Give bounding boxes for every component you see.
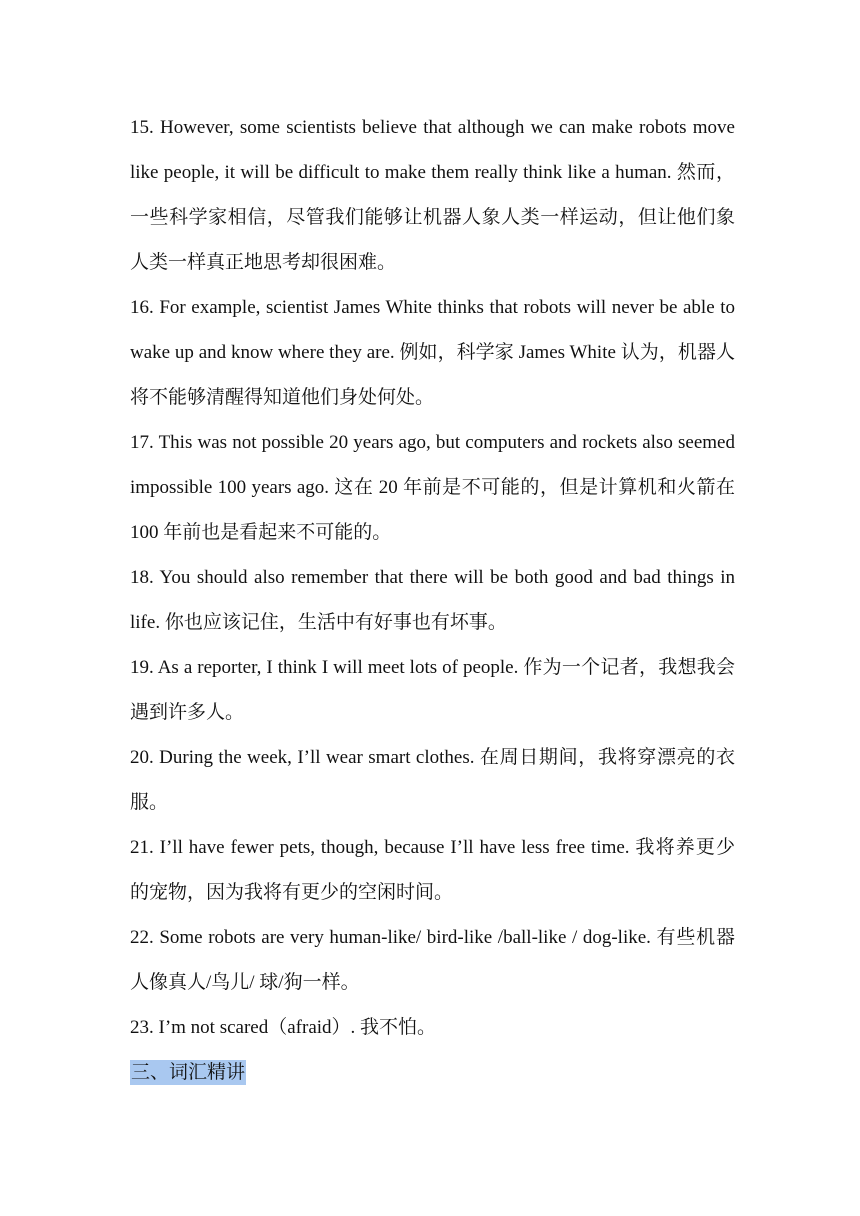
sentence-15: 15. However, some scientists believe that although we can make robots move like people, it will be difficult to make them really think like a human. 然而，一些科学家相信，尽管我们能够让机器人象人类一样运动，但让他们象人类一样真正地思考却很困难。 [130,117,735,273]
section-heading [130,1050,735,1095]
sentence-20: 20. During the week, I’ll wear smart clothes. 在周日期间，我将穿漂亮的衣服。 [130,747,735,813]
sentence-21: 21. I’ll have fewer pets, though, because I’ll have less free time. 我将养更少的宠物，因为我将有更少的空闲时间。 [130,837,735,903]
sentence-17: 17. This was not possible 20 years ago, but computers and rockets also seemed impossible 100 years ago. 这在 20 年前是不可能的，但是计算机和火箭在 100 年前也是看起来不可能的。 [130,432,735,543]
sentence-22: 22. Some robots are very human-like/ bird-like /ball-like / dog-like. 有些机器人像真人/鸟儿/ 球/狗一样。 [130,927,735,993]
document-body [130,105,735,1095]
sentence-18: 18. You should also remember that there will be both good and bad things in life. 你也应该记住，生活中有好事也有坏事。 [130,567,735,633]
section-heading-text: 三、词汇精讲 [131,1062,246,1083]
sentence-16: 16. For example, scientist James White thinks that robots will never be able to wake up and know where they are. 例如，科学家 James White 认为，机器人将不能够清醒得知道他们身处何处。 [130,297,735,408]
sentence-19: 19. As a reporter, I think I will meet lots of people. 作为一个记者，我想我会遇到许多人。 [130,657,735,723]
sentence-23: 23. I’m not scared（afraid）. 我不怕。 [130,1017,437,1038]
